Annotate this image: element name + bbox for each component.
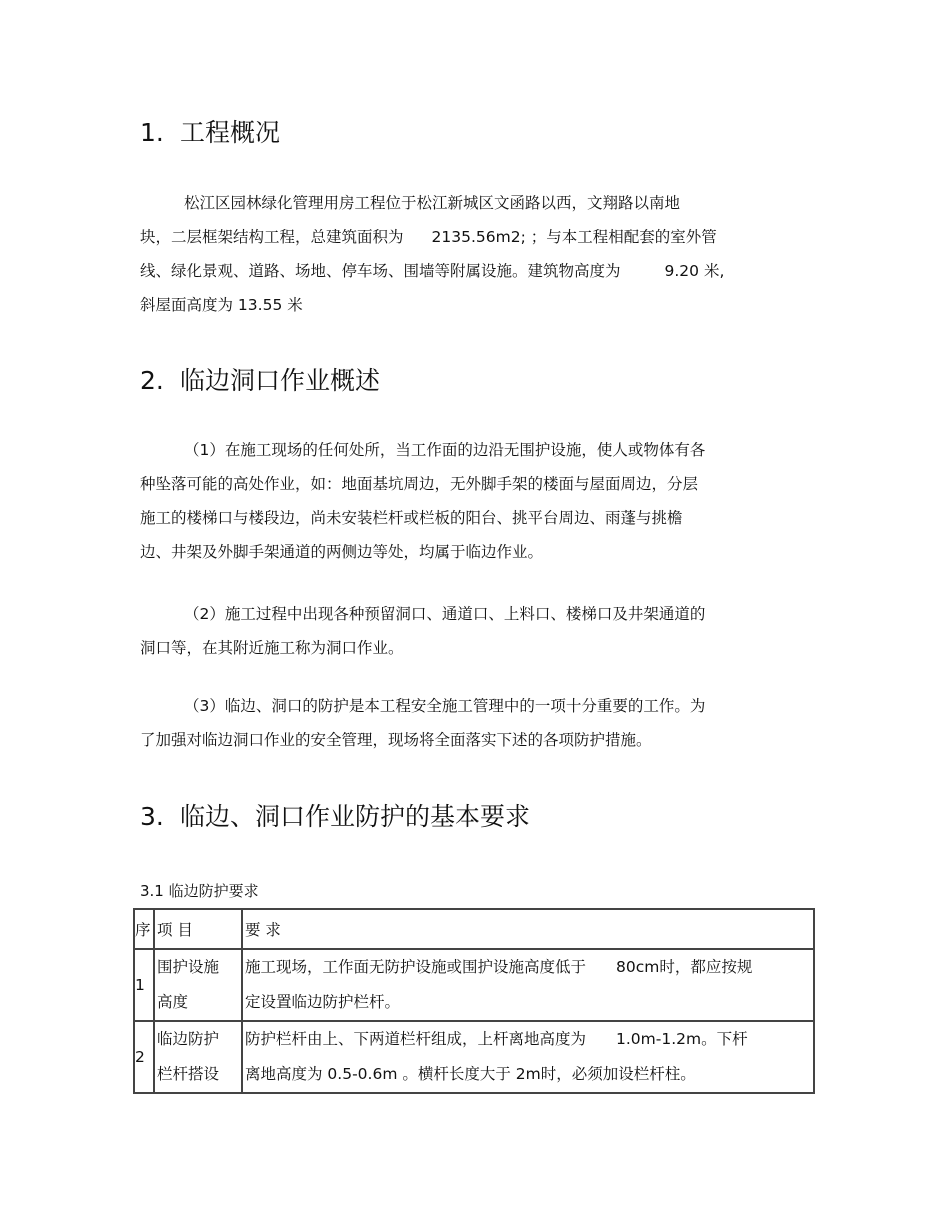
paragraph-line: 斜屋面高度为 13.55 米 [140, 296, 303, 314]
section-3-heading [140, 800, 530, 834]
item-line: 栏杆搭设 [157, 1065, 220, 1083]
text-run: 2135.56m2; ；与本工程相配套的室外管 [431, 228, 717, 246]
section-2-paragraph-2 [140, 597, 800, 665]
row-item [154, 1021, 242, 1093]
table-row [134, 1021, 814, 1093]
requirement-line [245, 950, 813, 985]
section-2-paragraph-1 [140, 433, 800, 569]
text-run: 线、绿化景观、道路、场地、停车场、围墙等附属设施。建筑物高度为 [140, 262, 621, 280]
row-number: 1 [134, 949, 154, 1021]
paragraph-line [140, 254, 800, 288]
paragraph-line: 施工的楼梯口与楼段边，尚未安装栏杆或栏板的阳台、挑平台周边、雨蓬与挑檐 [140, 509, 683, 527]
item-line: 高度 [157, 993, 189, 1011]
section-1-paragraph [140, 186, 800, 322]
section-1-title: 工程概况 [180, 118, 281, 147]
text-run: 9.20 米, [664, 262, 725, 280]
row-item [154, 949, 242, 1021]
text-run: 块，二层框架结构工程，总建筑面积为 [140, 228, 404, 246]
section-1-number: 1. [140, 118, 164, 147]
header-cell-no: 序 [134, 909, 154, 949]
text-run: 80cm时，都应按规 [616, 958, 753, 976]
table-row [134, 949, 814, 1021]
section-2-number: 2. [140, 366, 164, 395]
item-line: 临边防护 [157, 1030, 220, 1048]
item-line: 围护设施 [157, 958, 220, 976]
requirement-line [245, 1022, 813, 1057]
table-header-row [134, 909, 814, 949]
section-2-title: 临边洞口作业概述 [180, 366, 381, 395]
paragraph-line: 洞口等，在其附近施工称为洞口作业。 [140, 639, 404, 657]
section-3-number: 3. [140, 802, 164, 831]
subsection-title: 3.1 临边防护要求 [140, 882, 259, 900]
section-3-title: 临边、洞口作业防护的基本要求 [180, 802, 531, 831]
requirement-line: 离地高度为 0.5-0.6m 。横杆长度大于 2m时，必须加设栏杆柱。 [245, 1065, 696, 1083]
paragraph-line: （2）施工过程中出现各种预留洞口、通道口、上料口、楼梯口及井架通道的 [184, 605, 706, 623]
section-1-heading [140, 116, 280, 150]
paragraph-line: 松江区园林绿化管理用房工程位于松江新城区文函路以西，文翔路以南地 [184, 194, 681, 212]
text-run: 防护栏杆由上、下两道栏杆组成，上杆离地高度为 [245, 1030, 587, 1048]
text-run: 施工现场，工作面无防护设施或围护设施高度低于 [245, 958, 587, 976]
paragraph-line [140, 220, 800, 254]
header-cell-requirement: 要 求 [242, 909, 814, 949]
section-2-heading [140, 364, 380, 398]
text-run: 1.0m-1.2m。下杆 [616, 1030, 748, 1048]
paragraph-line: （1）在施工现场的任何处所，当工作面的边沿无围护设施，使人或物体有各 [184, 441, 706, 459]
requirements-table [133, 908, 815, 1094]
paragraph-line: 边、井架及外脚手架通道的两侧边等处，均属于临边作业。 [140, 543, 544, 561]
requirement-line: 定设置临边防护栏杆。 [245, 993, 401, 1011]
row-requirement [242, 949, 814, 1021]
paragraph-line: 了加强对临边洞口作业的安全管理，现场将全面落实下述的各项防护措施。 [140, 731, 652, 749]
header-cell-item: 项 目 [154, 909, 242, 949]
paragraph-line: 种坠落可能的高处作业，如：地面基坑周边，无外脚手架的楼面与屋面周边，分层 [140, 475, 699, 493]
row-requirement [242, 1021, 814, 1093]
paragraph-line: （3）临边、洞口的防护是本工程安全施工管理中的一项十分重要的工作。为 [184, 697, 706, 715]
row-number: 2 [134, 1021, 154, 1093]
section-2-paragraph-3 [140, 689, 800, 757]
